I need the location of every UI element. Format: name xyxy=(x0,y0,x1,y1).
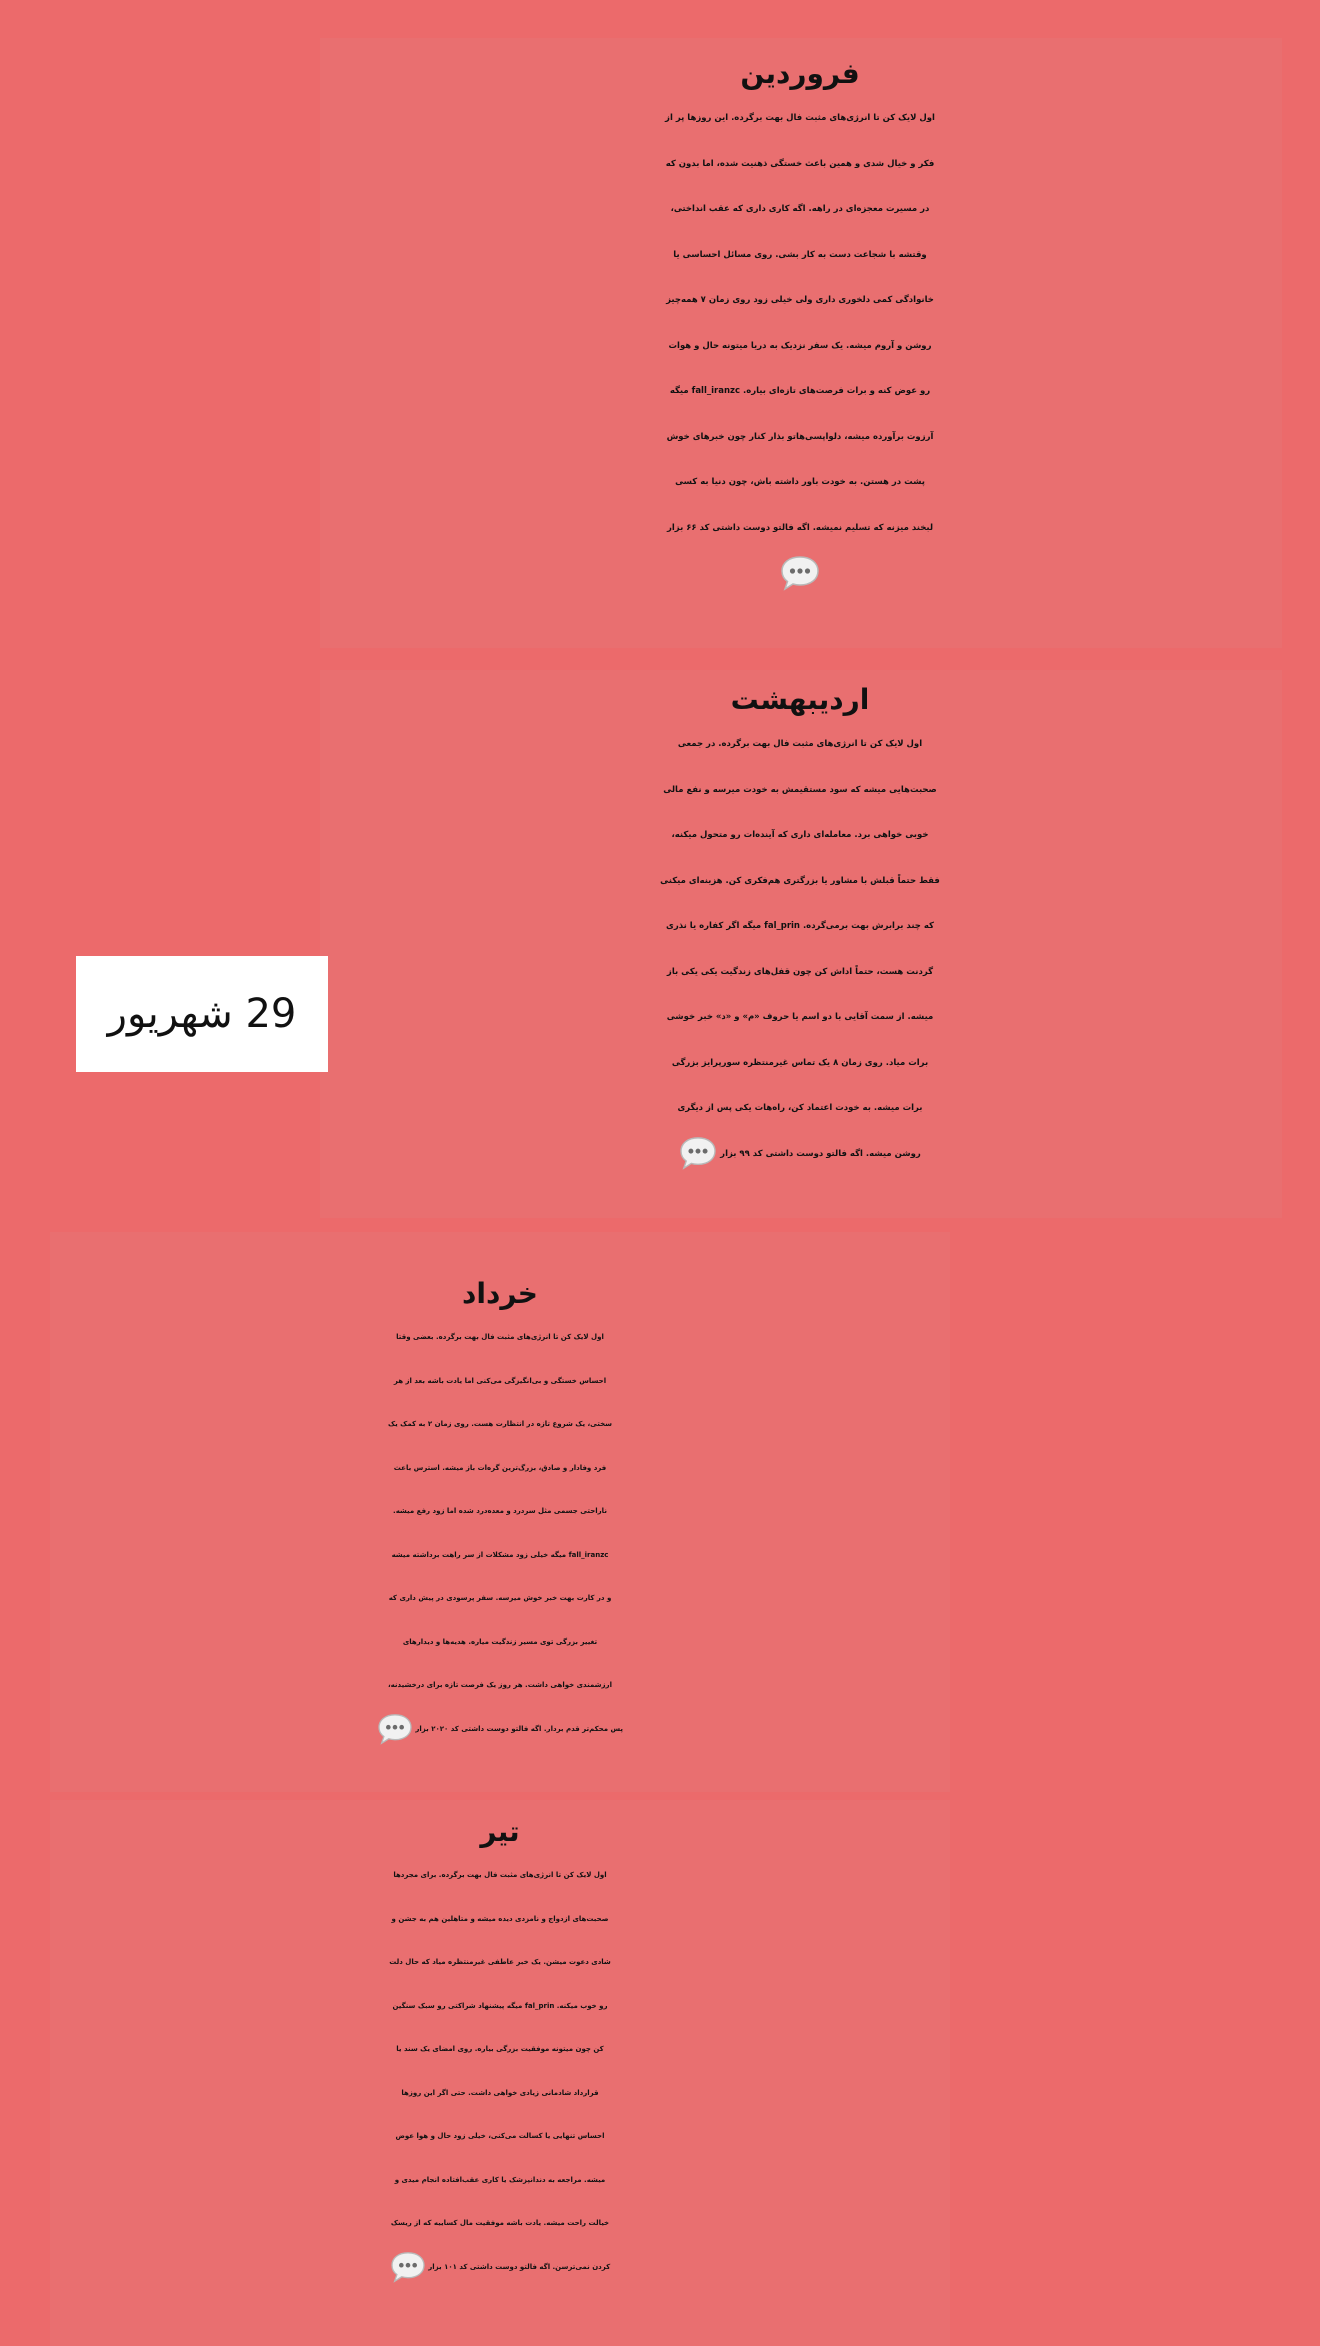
text-line: میشه. مراجعه به دندانپزشک یا کاری عقب‌افتاده انجام میدی و xyxy=(394,2175,606,2184)
speech-bubble-icon xyxy=(377,1713,413,1745)
text-line: خوبی خواهی برد. معامله‌ای داری که آینده‌ات رو متحول میکنه، xyxy=(671,830,929,840)
text-line: کردن نمی‌ترسن. اگه فالتو دوست داشتی کد ۱۰۱ بزار xyxy=(428,2262,611,2271)
horoscope-text xyxy=(48,1854,952,2289)
text-line: پس محکم‌تر قدم بردار. اگه فالتو دوست داشتی کد ۲۰۲۰ بزار xyxy=(415,1724,624,1733)
text-line: فکر و خیال شدی و همین باعث خستگی ذهنیت شده، اما بدون که xyxy=(665,158,935,169)
month-title: خرداد xyxy=(462,1277,538,1310)
text-line: برات میاد. روی زمان ۸ یک تماس غیرمنتظره سورپرایز بزرگی xyxy=(671,1057,929,1068)
text-line: که چند برابرش بهت برمی‌گرده. fal_prin میگه اگر کفاره یا نذری xyxy=(666,921,934,931)
text-line: وقتشه با شجاعت دست به کار بشی. روی مسائل احساسی یا xyxy=(673,249,927,260)
horoscope-section-ordibehesht xyxy=(318,678,1282,1177)
text-line: گردنت هست، حتماً اداش کن چون قفل‌های زندگیت یکی یکی باز xyxy=(666,966,934,977)
horoscope-section-farvardin xyxy=(318,52,1282,597)
text-line: فرد وفادار و صادق، بزرگ‌ترین گره‌ات باز میشه. استرس باعث xyxy=(393,1463,607,1472)
text-line: رو عوض کنه و برات فرصت‌های تازه‌ای بیاره. fall_iranzc میگه xyxy=(669,386,931,396)
text-line: خیالت راحت میشه. یادت باشه موفقیت مال کساییه که از ریسک xyxy=(390,2219,610,2227)
text-line: اول لایک کن تا انرژی‌های مثبت فال بهت برگرده. بعضی وقتا xyxy=(396,1333,604,1341)
text-line: پشت در هستن. به خودت باور داشته باش، چون دنیا به کسی xyxy=(675,477,925,487)
text-line: ارزشمندی خواهی داشت. هر روز یک فرصت تازه برای درخشیدنه، xyxy=(388,1681,612,1689)
text-line: شادی دعوت میشن. یک خبر عاطفی غیرمنتظره میاد که حال دلت xyxy=(389,1958,611,1966)
speech-bubble-icon xyxy=(679,1136,717,1170)
text-line: ناراحتی جسمی مثل سردرد و معده‌درد شده اما زود رفع میشه. xyxy=(393,1507,607,1515)
date-badge: 29 شهریور xyxy=(76,956,328,1072)
text-line: لبخند میزنه که تسلیم نمیشه. اگه فالتو دوست داشتی کد ۶۶ بزار xyxy=(666,522,934,533)
text-line: اول لایک کن تا انرژی‌های مثبت فال بهت برگرده. این روزها پر از xyxy=(665,113,935,123)
text-line: روشن میشه. اگه فالتو دوست داشتی کد ۹۹ بزار xyxy=(720,1148,921,1159)
text-line: سختی، یک شروع تازه در انتظارت هست. روی زمان ۲ به کمک یک xyxy=(387,1420,613,1428)
speech-bubble-icon xyxy=(780,555,820,591)
horoscope-text xyxy=(48,1316,952,1751)
horoscope-text xyxy=(318,722,1282,1177)
horoscope-section-tir xyxy=(48,1810,952,2289)
text-line: قرارداد شادمانی زیادی خواهی داشت. حتی اگر این روزها xyxy=(401,2088,599,2097)
horoscope-text xyxy=(318,96,1282,597)
text-line: در مسیرت معجزه‌ای در راهه. اگه کاری داری که عقب انداختی، xyxy=(670,204,930,214)
month-title: تیر xyxy=(480,1815,520,1848)
text-line: fall_iranzc میگه خیلی زود مشکلات از سر راهت برداشته میشه xyxy=(391,1550,609,1559)
text-line: رو خوب میکنه. fal_prin میگه پیشنهاد شراکتی رو سبک سنگین xyxy=(392,2001,608,2010)
text-line: کن چون میتونه موفقیت بزرگی بیاره. روی امضای یک سند یا xyxy=(396,2045,604,2053)
text-line: صحبت‌های ازدواج و نامزدی دیده میشه و متاهلین هم به جشن و xyxy=(391,1914,609,1923)
text-line: احساس تنهایی یا کسالت می‌کنی، خیلی زود حال و هوا عوض xyxy=(395,2132,605,2140)
text-line: تغییر بزرگی توی مسیر زندگیت میاره. هدیه‌ها و دیدارهای xyxy=(402,1637,598,1646)
month-title: اردیبهشت xyxy=(730,683,870,716)
text-line: خانوادگی کمی دلخوری داری ولی خیلی زود روی زمان ۷ همه‌چیز xyxy=(666,295,934,305)
month-title: فروردین xyxy=(740,57,860,90)
text-line: میشه. از سمت آقایی با دو اسم یا حروف «م» و «د» خبر خوشی xyxy=(666,1012,934,1022)
text-line: برات میشه. به خودت اعتماد کن، راه‌هات یکی پس از دیگری xyxy=(677,1103,923,1113)
text-line: آرزوت برآورده میشه، دلواپسی‌هاتو بذار کنار چون خبرهای خوش xyxy=(666,431,934,442)
speech-bubble-icon xyxy=(390,2251,426,2283)
text-line: اول لایک کن تا انرژی‌های مثبت فال بهت برگرده. در جمعی xyxy=(677,739,923,749)
text-line: روشن و آروم میشه. یک سفر نزدیک به دریا میتونه حال و هوات xyxy=(668,340,932,351)
text-line: اول لایک کن تا انرژی‌های مثبت فال بهت برگرده. برای مجردها xyxy=(393,1871,607,1879)
text-line: صحبت‌هایی میشه که سود مستقیمش به خودت میرسه و نفع مالی xyxy=(663,784,937,795)
text-line: و در کارت بهت خبر خوش میرسه. سفر پرسودی در پیش داری که xyxy=(388,1594,612,1602)
text-line: فقط حتماً قبلش با مشاور یا بزرگتری هم‌فکری کن. هزینه‌ای میکنی xyxy=(660,875,940,886)
horoscope-section-khordad xyxy=(48,1272,952,1751)
text-line: احساس خستگی و بی‌انگیزگی می‌کنی اما یادت باشه بعد از هر xyxy=(393,1376,607,1385)
